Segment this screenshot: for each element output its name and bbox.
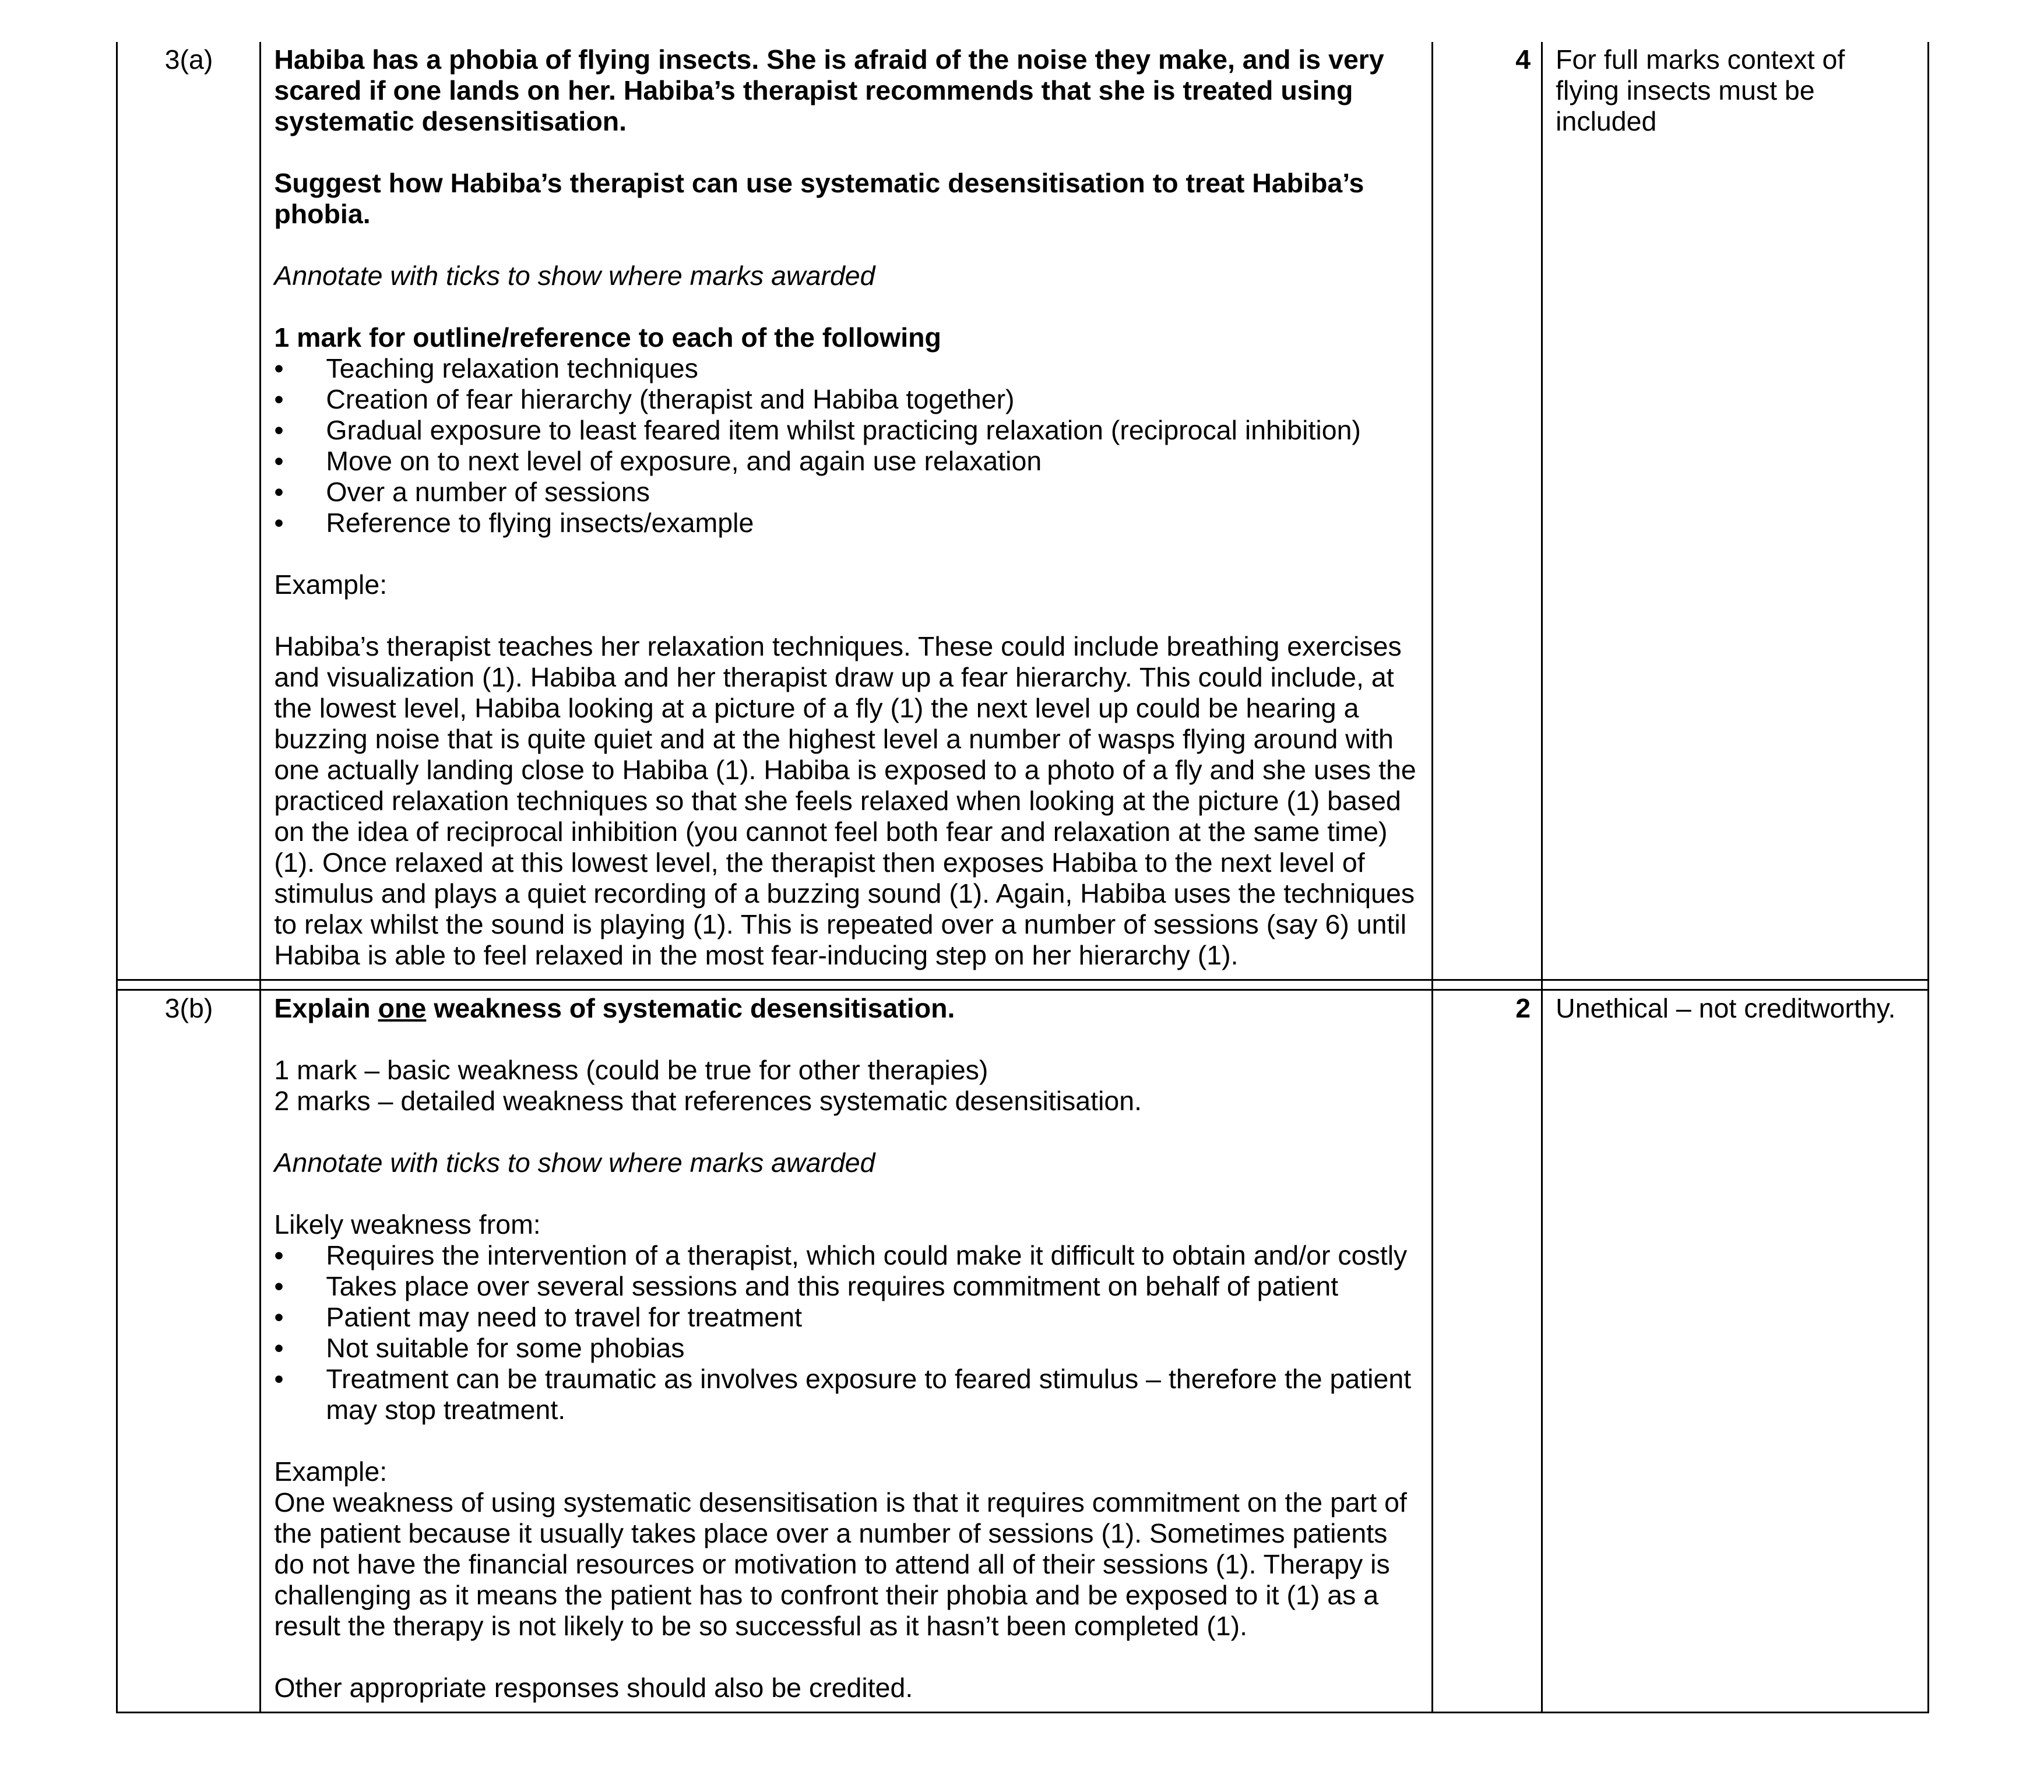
separator-cell bbox=[261, 980, 1433, 990]
question-text: Habiba has a phobia of flying insects. She is afraid of the noise they make, and is very scared if one lands on her. Habiba’s therapist recommends that she is treated using systematic desensitisation. bbox=[274, 44, 1384, 136]
example-label: Example: bbox=[274, 1456, 388, 1487]
question-number-cell bbox=[117, 990, 261, 1713]
question-number: 3(a) bbox=[164, 44, 213, 75]
mark-level: 2 marks – detailed weakness that references systematic desensitisation. bbox=[274, 1086, 1142, 1116]
question-text bbox=[274, 993, 1419, 1024]
question-text-start: Explain bbox=[274, 993, 378, 1023]
row-separator bbox=[117, 980, 1929, 990]
likely-heading: Likely weakness from: bbox=[274, 1209, 541, 1240]
table-row bbox=[117, 990, 1929, 1713]
example-label: Example: bbox=[274, 569, 388, 600]
other-responses-note: Other appropriate responses should also be credited. bbox=[274, 1673, 913, 1703]
criteria-list bbox=[274, 353, 1419, 538]
example-text: One weakness of using systematic desensitisation is that it requires commitment on the part of the patient because it usually takes place over a number of sessions (1). Sometimes patients do not have the financial resources or motivation to attend all of their sessions (1). Therapy is challenging as it means the patient has to confront their phobia and be exposed to it (1) as a result the therapy is not likely to be so successful as it hasn’t been completed (1). bbox=[274, 1487, 1407, 1641]
list-item: • Reference to flying insects/example bbox=[274, 508, 1419, 538]
guidance-cell bbox=[1542, 42, 1929, 980]
question-number-cell bbox=[117, 42, 261, 980]
question-instruction: Suggest how Habiba’s therapist can use systematic desensitisation to treat Habiba’s phobia. bbox=[274, 168, 1364, 229]
list-item: • Move on to next level of exposure, and again use relaxation bbox=[274, 446, 1419, 477]
list-item: • Treatment can be traumatic as involves exposure to feared stimulus – therefore the patient may stop treatment. bbox=[274, 1364, 1419, 1425]
answer-cell bbox=[261, 990, 1433, 1713]
question-number: 3(b) bbox=[164, 993, 213, 1023]
question-text-underlined: one bbox=[378, 993, 427, 1023]
separator-cell bbox=[1542, 980, 1929, 990]
criteria-heading: 1 mark for outline/reference to each of the following bbox=[274, 322, 941, 353]
mark-level: 1 mark – basic weakness (could be true for other therapies) bbox=[274, 1055, 988, 1085]
weakness-list bbox=[274, 1240, 1419, 1425]
marks-value: 2 bbox=[1515, 993, 1531, 1023]
separator-cell bbox=[117, 980, 261, 990]
list-item: • Patient may need to travel for treatment bbox=[274, 1302, 1419, 1333]
table-row bbox=[117, 42, 1929, 980]
answer-cell bbox=[261, 42, 1433, 980]
separator-cell bbox=[1432, 980, 1542, 990]
guidance-text: Unethical – not creditworthy. bbox=[1556, 993, 1896, 1023]
question-text-end: weakness of systematic desensitisation. bbox=[426, 993, 955, 1023]
mark-scheme-table bbox=[116, 42, 1929, 1713]
list-item: • Over a number of sessions bbox=[274, 477, 1419, 508]
example-text: Habiba’s therapist teaches her relaxation techniques. These could include breathing exercises and visualization (1). Habiba and her therapist draw up a fear hierarchy. This could include, at the lowest level, Habiba looking at a picture of a fly (1) the next level up could be hearing a buzzing noise that is quite quiet and at the highest level a number of wasps flying around with one actually landing close to Habiba (1). Habiba is exposed to a photo of a fly and she uses the practiced relaxation techniques so that she feels relaxed when looking at the picture (1) based on the idea of reciprocal inhibition (you cannot feel both fear and relaxation at the same time) (1). Once relaxed at this lowest level, the therapist then exposes Habiba to the next level of stimulus and plays a quiet recording of a buzzing sound (1). Again, Habiba uses the techniques to relax whilst the sound is playing (1). This is repeated over a number of sessions (say 6) until Habiba is able to feel relaxed in the most fear-inducing step on her hierarchy (1). bbox=[274, 631, 1416, 970]
annotate-note: Annotate with ticks to show where marks awarded bbox=[274, 260, 875, 291]
guidance-cell bbox=[1542, 990, 1929, 1713]
annotate-note: Annotate with ticks to show where marks awarded bbox=[274, 1147, 875, 1178]
guidance-text: For full marks context of flying insects must be included bbox=[1556, 44, 1845, 136]
list-item: • Not suitable for some phobias bbox=[274, 1333, 1419, 1364]
list-item: • Creation of fear hierarchy (therapist and Habiba together) bbox=[274, 384, 1419, 415]
list-item: • Takes place over several sessions and this requires commitment on behalf of patient bbox=[274, 1271, 1419, 1302]
list-item: • Requires the intervention of a therapist, which could make it difficult to obtain and/or costly bbox=[274, 1240, 1419, 1271]
marks-cell bbox=[1432, 990, 1542, 1713]
list-item: • Gradual exposure to least feared item whilst practicing relaxation (reciprocal inhibition) bbox=[274, 415, 1419, 446]
list-item: • Teaching relaxation techniques bbox=[274, 353, 1419, 384]
marks-cell bbox=[1432, 42, 1542, 980]
marks-value: 4 bbox=[1515, 44, 1531, 75]
